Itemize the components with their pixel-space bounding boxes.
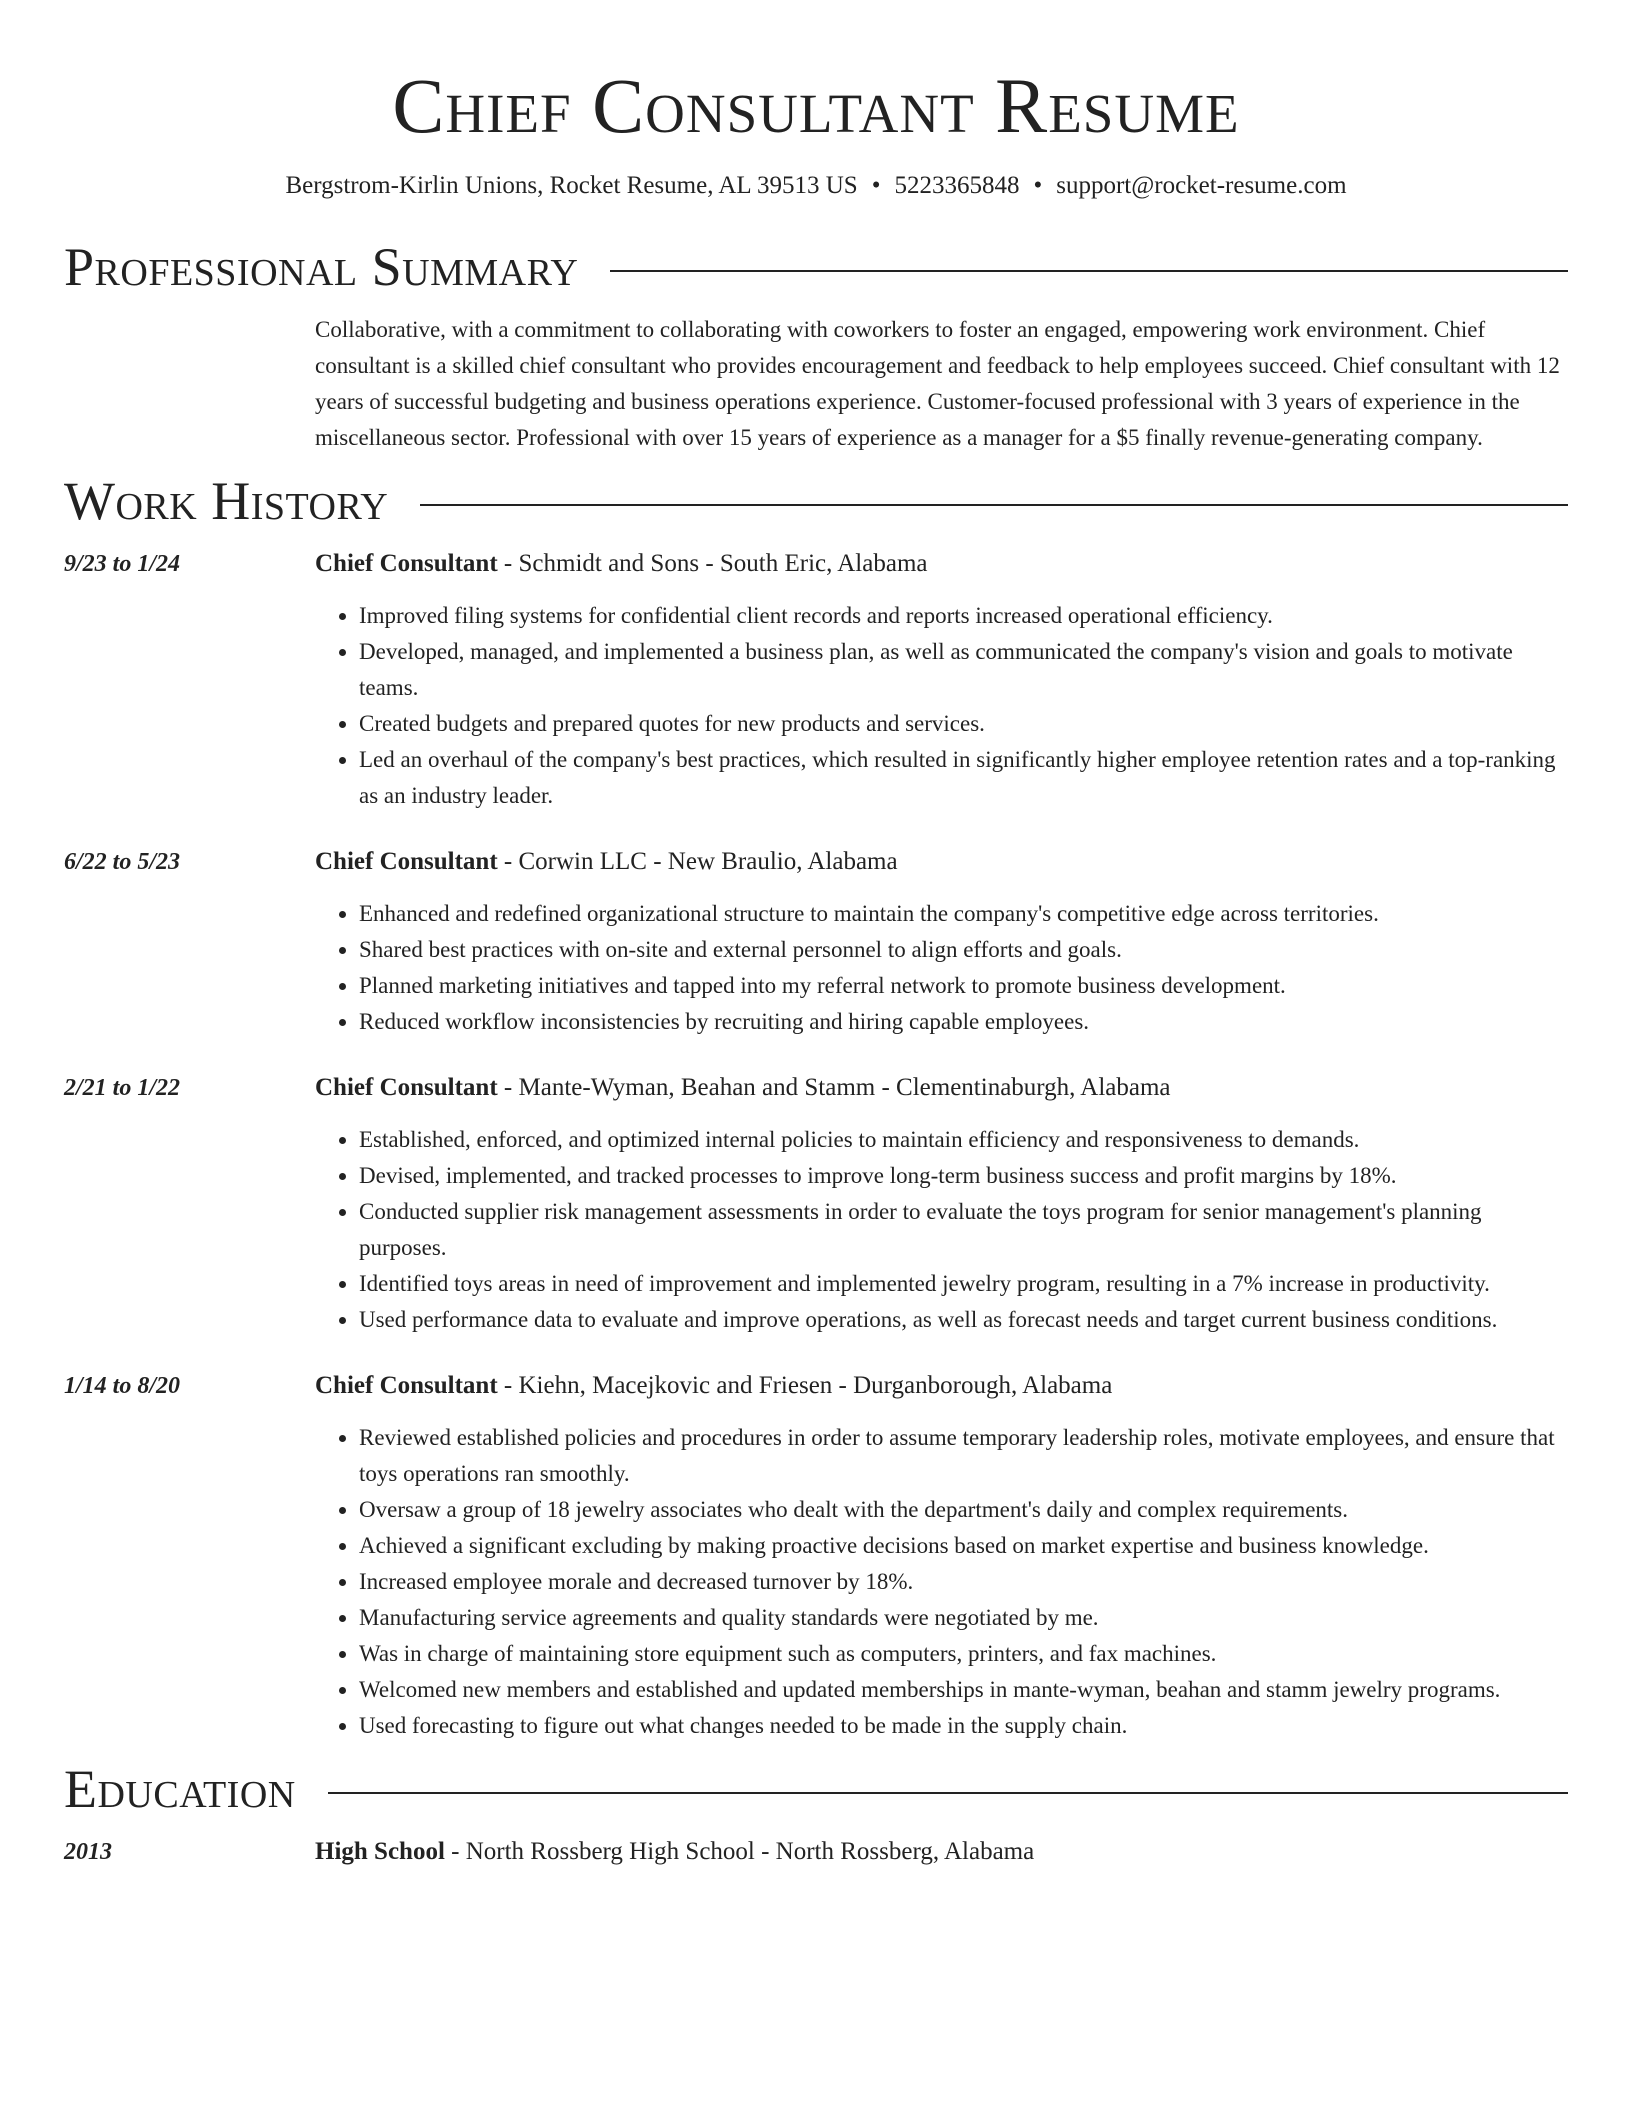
work-section-header (64, 470, 1568, 532)
job-employer-location: - Kiehn, Macejkovic and Friesen - Durganborough, Alabama (497, 1372, 1113, 1399)
education-date: 2013 (64, 1839, 112, 1865)
section-divider (420, 504, 1568, 506)
job-employer-location: - Mante-Wyman, Beahan and Stamm - Clementinaburgh, Alabama (497, 1074, 1171, 1101)
job-bullet: • Increased employee morale and decreased turnover by 18%. (359, 1564, 1568, 1600)
job-bullet: • Welcomed new members and established and updated memberships in mante-wyman, beahan and stamm jewelry programs. (359, 1672, 1568, 1708)
job-entry (64, 1070, 1568, 1338)
education-section-header (64, 1758, 1568, 1820)
job-date: 9/23 to 1/24 (64, 551, 181, 577)
job-bullet: • Used forecasting to figure out what changes needed to be made in the supply chain. (359, 1708, 1568, 1744)
job-bullet: • Conducted supplier risk management assessments in order to evaluate the toys program for senior management's planning purposes. (359, 1194, 1568, 1266)
education-list (64, 1834, 1568, 1870)
job-date: 1/14 to 8/20 (64, 1373, 181, 1399)
job-bullet: • Shared best practices with on-site and external personnel to align efforts and goals. (359, 932, 1568, 968)
contact-email[interactable]: support@rocket-resume.com (1056, 172, 1347, 199)
job-employer-location: - Schmidt and Sons - South Eric, Alabama (497, 550, 928, 577)
education-heading: Education (64, 1759, 296, 1819)
job-bullet: • Used performance data to evaluate and improve operations, as well as forecast needs and target current business conditions. (359, 1302, 1568, 1338)
job-title: Chief Consultant (315, 1372, 498, 1399)
education-degree: High School (315, 1838, 445, 1865)
job-bullet: • Led an overhaul of the company's best practices, which resulted in significantly higher employee retention rates and a top-ranking as an industry leader. (359, 742, 1568, 814)
job-bullets (315, 1122, 1568, 1338)
contact-line (64, 170, 1568, 202)
education-heading-line (315, 1834, 1568, 1870)
job-title: Chief Consultant (315, 550, 498, 577)
job-bullet: • Was in charge of maintaining store equipment such as computers, printers, and fax machines. (359, 1636, 1568, 1672)
job-bullet: • Reviewed established policies and procedures in order to assume temporary leadership roles, motivate employees, and ensure that toys operations ran smoothly. (359, 1420, 1568, 1492)
job-bullets (315, 896, 1568, 1040)
job-bullet: • Identified toys areas in need of improvement and implemented jewelry program, resulting in a 7% increase in productivity. (359, 1266, 1568, 1302)
job-bullet: • Enhanced and redefined organizational structure to maintain the company's competitive edge across territories. (359, 896, 1568, 932)
resume-title: Chief Consultant Resume (392, 62, 1240, 149)
contact-separator: • (871, 172, 881, 199)
job-bullet: • Manufacturing service agreements and quality standards were negotiated by me. (359, 1600, 1568, 1636)
job-body (315, 1070, 1568, 1338)
job-body (315, 844, 1568, 1040)
job-bullet: • Created budgets and prepared quotes for new products and services. (359, 706, 1568, 742)
education-body (315, 1834, 1568, 1870)
job-date: 6/22 to 5/23 (64, 849, 181, 875)
job-entry (64, 1368, 1568, 1744)
job-heading (315, 546, 1568, 582)
job-bullet: • Established, enforced, and optimized internal policies to maintain efficiency and responsiveness to demands. (359, 1122, 1568, 1158)
job-bullets (315, 1420, 1568, 1744)
summary-heading: Professional Summary (64, 237, 579, 297)
job-bullet: • Improved filing systems for confidential client records and reports increased operational efficiency. (359, 598, 1568, 634)
job-entry (64, 546, 1568, 814)
job-heading (315, 844, 1568, 880)
job-heading (315, 1070, 1568, 1106)
job-bullets (315, 598, 1568, 814)
section-divider (328, 1792, 1568, 1794)
contact-phone: 5223365848 (894, 172, 1020, 199)
job-employer-location: - Corwin LLC - New Braulio, Alabama (497, 848, 898, 875)
job-bullet: • Planned marketing initiatives and tapped into my referral network to promote business development. (359, 968, 1568, 1004)
job-bullet: • Oversaw a group of 18 jewelry associates who dealt with the department's daily and complex requirements. (359, 1492, 1568, 1528)
education-entry (64, 1834, 1568, 1870)
job-date: 2/21 to 1/22 (64, 1075, 181, 1101)
section-divider (610, 270, 1568, 272)
job-entry (64, 844, 1568, 1040)
job-bullet: • Achieved a significant excluding by making proactive decisions based on market expertise and business knowledge. (359, 1528, 1568, 1564)
job-bullet: • Reduced workflow inconsistencies by recruiting and hiring capable employees. (359, 1004, 1568, 1040)
education-school-location: - North Rossberg High School - North Rossberg, Alabama (444, 1838, 1035, 1865)
contact-separator: • (1033, 172, 1043, 199)
job-title: Chief Consultant (315, 1074, 498, 1101)
job-heading (315, 1368, 1568, 1404)
summary-text: Collaborative, with a commitment to collaborating with coworkers to foster an engaged, empowering work environment. Chief consultant is a skilled chief consultant who provides encouragement and feedback to help employees succeed. Chief consultant with 12 years of successful budgeting and business operations experience. Customer-focused professional with 3 years of experience in the miscellaneous sector. Professional with over 15 years of experience as a manager for a $5 finally revenue-generating company. (315, 317, 1560, 450)
contact-address: Bergstrom-Kirlin Unions, Rocket Resume, AL 39513 US (285, 172, 858, 199)
job-body (315, 546, 1568, 814)
work-history-list (64, 546, 1568, 1744)
job-bullet: • Developed, managed, and implemented a business plan, as well as communicated the company's vision and goals to motivate teams. (359, 634, 1568, 706)
job-title: Chief Consultant (315, 848, 498, 875)
job-body (315, 1368, 1568, 1744)
work-heading: Work History (64, 471, 389, 531)
job-bullet: • Devised, implemented, and tracked processes to improve long-term business success and profit margins by 18%. (359, 1158, 1568, 1194)
summary-section-header (64, 236, 1568, 298)
resume-page (64, 0, 1568, 1870)
